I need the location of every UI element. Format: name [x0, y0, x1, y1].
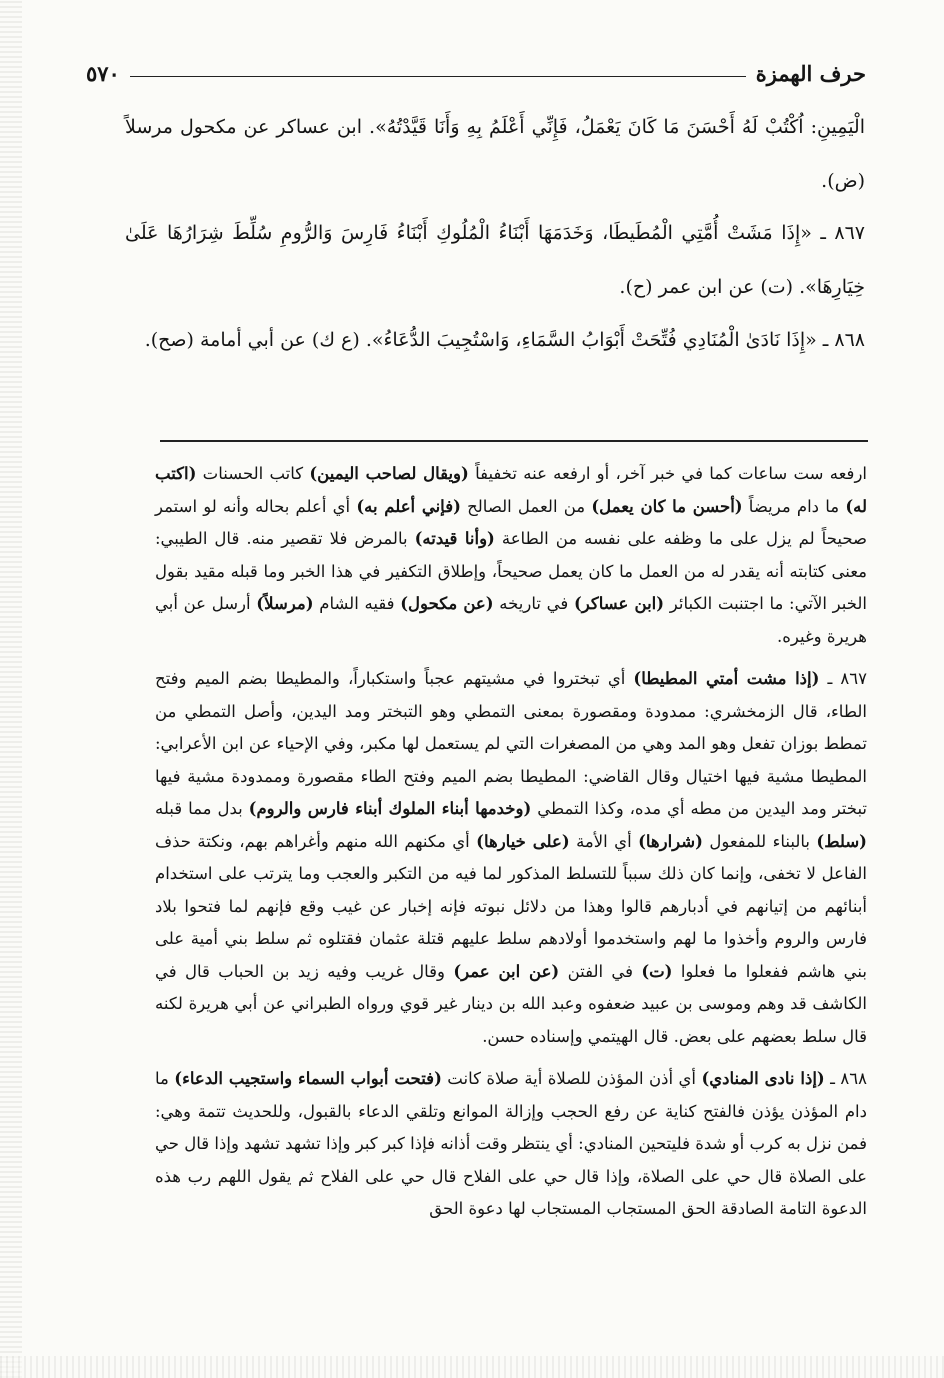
commentary-text: ما دام المؤذن يؤذن فالفتح كناية عن رفع الحجب وإزالة الموانع وتلقي الدعاء بالقبول، وللحديث تتمة وهي: فمن نزل به كرب أو شدة فليتحين المنادي: أي ينتظر وقت أذانه فإذا كبر كبر وإذا تشهد تشهد وإذا قال حي على الصلاة قال حي على الصلاة، وإذا قال حي على الفلاح قال حي على الفلاح ثم يقول اللهم رب هذه الدعوة التامة الصادقة الحق المستجاب المستجاب لها دعوة الحق	[155, 1069, 867, 1218]
commentary-paragraph	[155, 663, 867, 1053]
commentary-text: من العمل الصالح	[460, 496, 592, 516]
commentary-text: أرسل عن أبي هريرة وغيره.	[155, 594, 867, 646]
commentary-text: أي أذن المؤذن للصلاة أية صلاة كانت	[441, 1069, 702, 1088]
commentary-text: بالبناء للمفعول	[702, 831, 817, 851]
commentary-text: وقال غريب وفيه زيد بن الحباب قال في الكاشف قد وهم وموسى بن عبيد ضعفوه وعبد الله بن دينار غير قوي ورواه الطبراني عن أبي هريرة لكنه قال سلط بعضهم على بعض. قال الهيتمي وإسناده حسن.	[155, 961, 867, 1046]
scan-edge-left	[0, 0, 22, 1378]
commentary-text: ٨٦٧ ـ	[819, 669, 868, 688]
scan-edge-bottom	[0, 1356, 944, 1378]
footnote-divider	[160, 440, 868, 442]
hadith-868: ٨٦٨ ـ «إِذَا نَادَىٰ الْمُنَادِي فُتِّحَتْ أَبْوَابُ السَّمَاءِ، وَاسْتُجِيبَ الدُّعَاءُ». (ع ك) عن أبي أمامة (صح).	[144, 329, 865, 351]
commentary-text: أي تبختروا في مشيتهم عجباً واستكباراً، والمطيطا بضم الميم وفتح الطاء، قال الزمخشري: ممدودة ومقصورة بمعنى التمطي وهو التبختر ومد اليدين، وأصل التمطي من تمطط بوزان تفعل وهو المد وهي من المصغرات التي لم يستعمل لها مكبر، وفي الإحياء عن ابن الأعرابي: المطيطا مشية فيها اختيال وقال القاضي: المطيطا بضم الميم وفتح الطاء مقصورة وممدودة مشية فيها تبختر ومد اليدين من مطه أي مده، وكذا التمطي	[155, 669, 868, 818]
running-header	[86, 56, 866, 90]
commentary-lemma: (ت)	[641, 961, 673, 981]
commentary-text: بالمرض فلا تقصير منه. قال الطيبي: معنى كتابته أنه يقدر له من العمل ما كان يعمل صحيحاً، وإطلاق التكفير في هذا الخبر وما قبله مقيد بقول الخبر الآتي: ما اجتنبت الكبائر	[155, 529, 867, 613]
commentary-lemma: (أحسن ما كان يعمل)	[591, 496, 743, 516]
commentary-lemma: (فإني أعلم به)	[356, 496, 461, 516]
header-rule	[130, 76, 746, 77]
commentary-lemma: (مرسلاً)	[256, 594, 314, 613]
commentary-text: أي الأمة	[569, 831, 639, 851]
commentary-text: بدل مما قبله	[155, 799, 249, 818]
commentary-text: ما دام مريضاً	[742, 496, 846, 516]
commentary-text: كاتب الحسنات	[196, 464, 310, 483]
chapter-title: حرف الهمزة	[755, 60, 866, 86]
commentary-lemma: (اكتب له)	[155, 464, 867, 516]
commentary-lemma: (ويقال لصاحب اليمين)	[309, 464, 469, 483]
hadith-867: ٨٦٧ ـ «إِذَا مَشَتْ أُمَّتِي الْمُطَيطَا، وَخَدَمَهَا أَبْنَاءُ الْمُلُوكِ أَبْنَاءُ فَارِسَ وَالرُّومِ سُلِّطَ شِرَارُهَا عَلَىٰ خِيَارِهَا». (ت) عن ابن عمر (ح).	[125, 222, 865, 298]
commentary-paragraph	[155, 458, 867, 653]
hadith-text-continued: الْيَمِينِ: اُكْتُبْ لَهُ أَحْسَنَ مَا كَانَ يَعْمَلُ، فَإِنِّي أَعْلَمُ بِهِ وَأَنَا قَيَّدْتُهُ». ابن عساكر عن مكحول مرسلاً (ض).	[125, 116, 865, 192]
commentary-text: في تاريخه	[493, 594, 574, 613]
page-number: ٥٧٠	[86, 60, 120, 86]
commentary-text: في الفتن	[559, 961, 642, 981]
commentary-text: فقيه الشام	[313, 594, 401, 613]
commentary-lemma: (فتحت أبواب السماء واستجيب الدعاء)	[174, 1069, 442, 1088]
commentary-lemma: (وخدمها أبناء الملوك أبناء فارس والروم)	[248, 799, 532, 818]
commentary-text: أي أعلم بحاله وأنه لو استمر صحيحاً لم يزل على ما وظفه على نفسه من الطاعة	[155, 496, 868, 548]
commentary-lemma: (عن ابن عمر)	[453, 961, 560, 981]
commentary-paragraph	[155, 1063, 867, 1226]
commentary-lemma: (ابن عساكر)	[573, 594, 665, 613]
commentary-lemma: (سلط)	[816, 831, 867, 851]
commentary-lemma: (إذا مشت أمتي المطيطا)	[633, 669, 820, 688]
commentary-lemma: (على خيارها)	[476, 831, 570, 851]
commentary-lemma: (وأنا قيدته)	[414, 529, 495, 548]
commentary-text: ارفعه ست ساعات كما في خبر آخر، أو ارفعه عنه تخفيفاً	[468, 464, 867, 483]
commentary-section	[155, 458, 867, 1226]
commentary-text: أي مكنهم الله منهم وأغراهم بهم، ونكتة حذف الفاعل لا تخفى، وإنما كان ذلك سبباً للتسلط المذكور لما فيه من التكبر والعجب وما يترتب على استخدام أبنائهم من إتيانهم في أدبارهم قالوا وهذا من دلائل نبوته فإنه إخبار عن غيب وقع فإنهم لما فتحوا بلاد فارس والروم وأخذوا ما لهم واستخدموا أولادهم سلط عليهم قتلة عثمان فقتلوه ثم سلط بني أمية على بني هاشم ففعلوا ما فعلوا	[155, 831, 868, 981]
commentary-lemma: (عن مكحول)	[400, 594, 494, 613]
commentary-lemma: (إذا نادى المنادي)	[701, 1069, 825, 1088]
commentary-text: ٨٦٨ ـ	[824, 1069, 867, 1088]
commentary-lemma: (شرارها)	[638, 831, 703, 851]
